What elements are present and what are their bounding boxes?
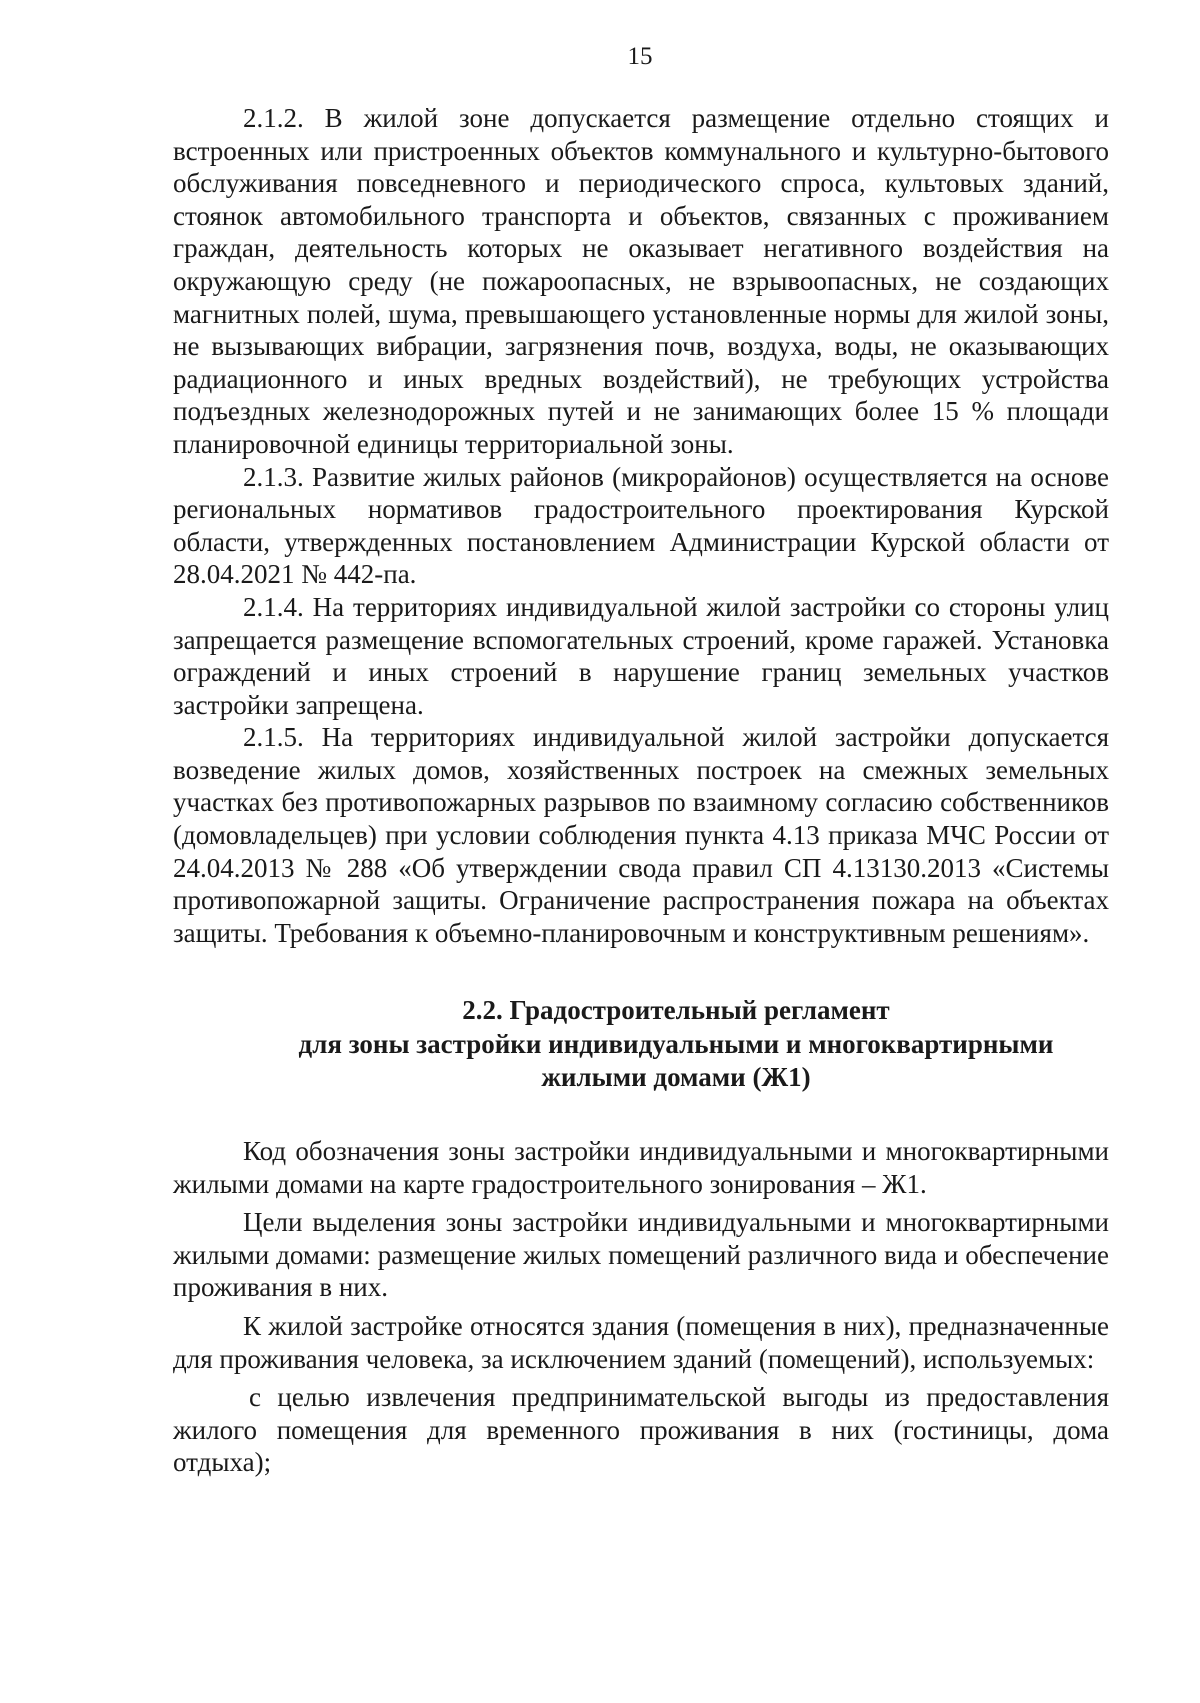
section-heading	[173, 994, 1109, 1095]
paragraph-residential-definition: К жилой застройке относятся здания (помещения в них), предназначенные для проживания человека, за исключением зданий (помещений), используемых:	[173, 1310, 1109, 1374]
section-heading-line-3: жилыми домами (Ж1)	[541, 1062, 811, 1093]
paragraph-2-1-4: 2.1.4. На территориях индивидуальной жилой застройки со стороны улиц запрещается размещение вспомогательных строений, кроме гаражей. Установка ограждений и иных строений в нарушение границ земельных участков застройки запрещена.	[173, 591, 1109, 720]
section-heading-line-2: для зоны застройки индивидуальными и многоквартирными	[298, 1028, 1054, 1059]
paragraph-2-1-2: 2.1.2. В жилой зоне допускается размещение отдельно стоящих и встроенных или пристроенных объектов коммунального и культурно-бытового обслуживания повседневного и периодического спроса, культовых зданий, стоянок автомобильного транспорта и объектов, связанных с проживанием граждан, деятельность которых не оказывает негативного воздействия на окружающую среду (не пожароопасных, не взрывоопасных, не создающих магнитных полей, шума, превышающего установленные нормы для жилой зоны, не вызывающих вибрации, загрязнения почв, воздуха, воды, не оказывающих радиационного и иных вредных воздействий), не требующих устройства подъездных железнодорожных путей и не занимающих более 15 % площади планировочной единицы территориальной зоны.	[173, 103, 1109, 459]
document-body	[173, 102, 1109, 1479]
paragraph-zone-code: Код обозначения зоны застройки индивидуальными и многоквартирными жилыми домами на карте градостроительного зонирования – Ж1.	[173, 1135, 1109, 1199]
paragraph-2-1-5: 2.1.5. На территориях индивидуальной жилой застройки допускается возведение жилых домов, хозяйственных построек на смежных земельных участках без противопожарных разрывов по взаимному согласию собственников (домовладельцев) при условии соблюдения пункта 4.13 приказа МЧС России от 24.04.2013 № 288 «Об утверждении свода правил СП 4.13130.2013 «Системы противопожарной защиты. Ограничение распространения пожара на объектах защиты. Требования к объемно-планировочным и конструктивным решениям».	[173, 722, 1109, 948]
paragraph-2-1-3: 2.1.3. Развитие жилых районов (микрорайонов) осуществляется на основе региональных нормативов градостроительного проектирования Курской области, утвержденных постановлением Администрации Курской области от 28.04.2021 № 442-па.	[173, 461, 1109, 590]
page-number: 15	[627, 43, 653, 70]
paragraph-exclusion-item: с целью извлечения предпринимательской выгоды из предоставления жилого помещения для временного проживания в них (гостиницы, дома отдыха);	[173, 1382, 1109, 1478]
paragraph-zone-goals: Цели выделения зоны застройки индивидуальными и многоквартирными жилыми домами: размещение жилых помещений различного вида и обеспечение проживания в них.	[173, 1207, 1109, 1303]
section-heading-line-1: 2.2. Градостроительный регламент	[462, 995, 890, 1026]
